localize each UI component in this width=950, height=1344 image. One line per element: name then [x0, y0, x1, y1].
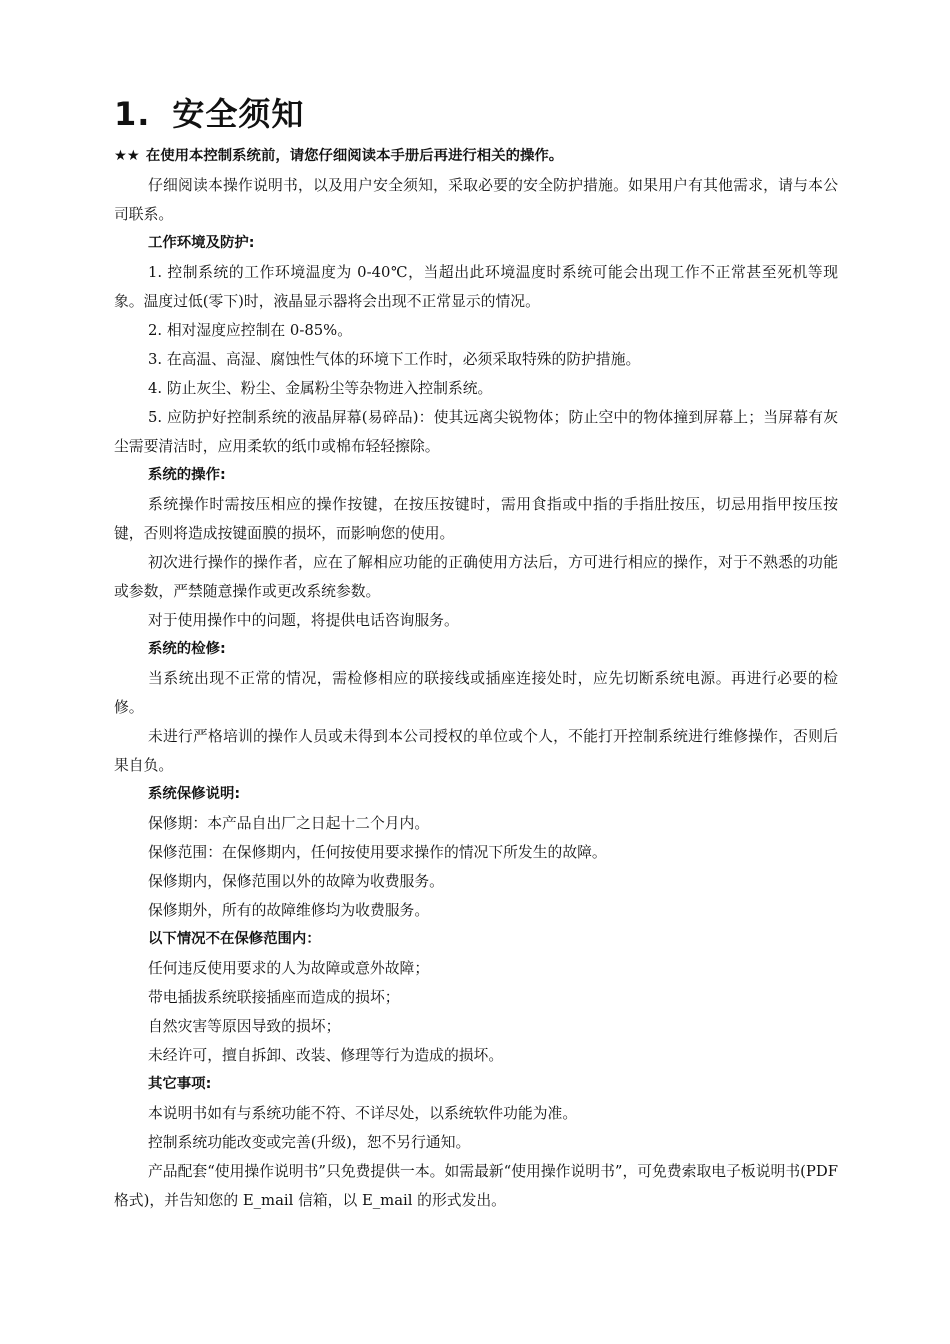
environment-item-4: 4. 防止灰尘、粉尘、金属粉尘等杂物进入控制系统。	[148, 380, 493, 397]
exclusions-heading: 以下情况不在保修范围内：	[148, 931, 321, 947]
warranty-item-1: 保修期：本产品自出厂之日起十二个月内。	[148, 815, 430, 832]
section-title	[114, 92, 838, 136]
other-heading: 其它事项:	[148, 1076, 212, 1092]
star-icons: ★★	[114, 148, 140, 164]
manual-page	[114, 92, 838, 1215]
section-title-text: 安全须知	[172, 95, 305, 133]
operation-paragraph-3: 对于使用操作中的问题，将提供电话咨询服务。	[148, 612, 459, 629]
exclusion-item-3: 自然灾害等原因导致的损坏；	[148, 1018, 341, 1035]
warranty-heading: 系统保修说明:	[148, 786, 241, 802]
environment-item-2: 2. 相对湿度应控制在 0-85%。	[148, 322, 352, 339]
environment-heading: 工作环境及防护:	[148, 235, 255, 251]
exclusion-item-1: 任何违反使用要求的人为故障或意外故障；	[148, 960, 430, 977]
other-item-1: 本说明书如有与系统功能不符、不详尽处，以系统软件功能为准。	[148, 1105, 578, 1122]
operation-heading: 系统的操作:	[148, 467, 226, 483]
warranty-item-2: 保修范围：在保修期内，任何按使用要求操作的情况下所发生的故障。	[148, 844, 607, 861]
warranty-item-3: 保修期内，保修范围以外的故障为收费服务。	[148, 873, 444, 890]
maintenance-paragraph-1: 当系统出现不正常的情况，需检修相应的联接线或插座连接处时，应先切断系统电源。再进行必要的检修。	[114, 670, 838, 716]
exclusion-item-4: 未经许可，擅自拆卸、改装、修理等行为造成的损坏。	[148, 1047, 504, 1064]
environment-item-3: 3. 在高温、高湿、腐蚀性气体的环境下工作时，必须采取特殊的防护措施。	[148, 351, 641, 368]
exclusion-item-2: 带电插拔系统联接插座而造成的损坏；	[148, 989, 400, 1006]
warranty-item-4: 保修期外，所有的故障维修均为收费服务。	[148, 902, 430, 919]
safety-notice-text: 在使用本控制系统前，请您仔细阅读本手册后再进行相关的操作。	[145, 148, 564, 164]
operation-paragraph-1: 系统操作时需按压相应的操作按键，在按压按键时，需用食指或中指的手指肚按压，切忌用指甲按压按键，否则将造成按键面膜的损坏，而影响您的使用。	[114, 496, 838, 542]
maintenance-heading: 系统的检修:	[148, 641, 226, 657]
operation-paragraph-2: 初次进行操作的操作者，应在了解相应功能的正确使用方法后，方可进行相应的操作，对于不熟悉的功能或参数，严禁随意操作或更改系统参数。	[114, 554, 838, 600]
safety-notice	[114, 142, 838, 171]
section-number: 1.	[114, 95, 151, 133]
other-item-3: 产品配套“使用操作说明书”只免费提供一本。如需最新“使用操作说明书”，可免费索取电子板说明书(PDF 格式)，并告知您的 E_mail 信箱，以 E_mail 的形式发出。	[114, 1163, 838, 1209]
maintenance-paragraph-2: 未进行严格培训的操作人员或未得到本公司授权的单位或个人，不能打开控制系统进行维修操作，否则后果自负。	[114, 728, 838, 774]
intro-paragraph: 仔细阅读本操作说明书，以及用户安全须知，采取必要的安全防护措施。如果用户有其他需求，请与本公司联系。	[114, 177, 838, 223]
environment-item-5: 5. 应防护好控制系统的液晶屏幕(易碎品)：使其远离尖锐物体；防止空中的物体撞到屏幕上；当屏幕有灰尘需要清洁时，应用柔软的纸巾或棉布轻轻擦除。	[114, 409, 838, 455]
other-item-2: 控制系统功能改变或完善(升级)，恕不另行通知。	[148, 1134, 471, 1151]
environment-item-1: 1. 控制系统的工作环境温度为 0-40℃，当超出此环境温度时系统可能会出现工作不正常甚至死机等现象。温度过低(零下)时，液晶显示器将会出现不正常显示的情况。	[114, 264, 838, 310]
